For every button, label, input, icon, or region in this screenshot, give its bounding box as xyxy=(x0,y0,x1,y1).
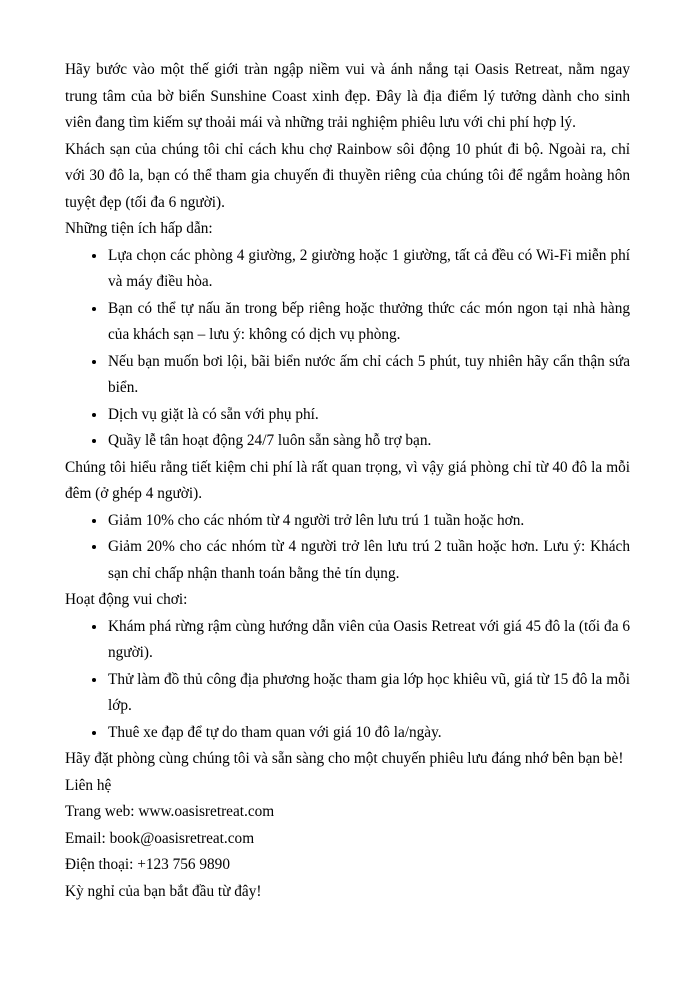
list-item: • Thuê xe đạp để tự do tham quan với giá 10 đô la/ngày. xyxy=(107,720,630,747)
paragraph: Hãy đặt phòng cùng chúng tôi và sẵn sàng cho một chuyến phiêu lưu đáng nhớ bên bạn bè! xyxy=(65,750,624,767)
paragraph: Email: book@oasisretreat.com xyxy=(65,829,255,847)
paragraph: Liên hệ xyxy=(65,776,112,794)
paragraph: Hoạt động vui chơi: xyxy=(65,591,188,608)
bullet-list xyxy=(65,614,630,747)
paragraph: Chúng tôi hiểu rằng tiết kiệm chi phí là rất quan trọng, vì vậy giá phòng chỉ từ 40 đô la mỗi đêm (ở ghép 4 người). xyxy=(65,458,630,502)
list-item: • Thử làm đồ thủ công địa phương hoặc tham gia lớp học khiêu vũ, giá từ 15 đô la mỗi lớp. xyxy=(107,667,630,720)
paragraph: Khách sạn của chúng tôi chỉ cách khu chợ Rainbow sôi động 10 phút đi bộ. Ngoài ra, chỉ với 30 đô la, bạn có thể tham gia chuyến đi thuyền riêng của chúng tôi để ngắm hoàng hôn tuyệt đẹp (tối đa 6 người). xyxy=(65,140,630,211)
list-item: • Bạn có thể tự nấu ăn trong bếp riêng hoặc thưởng thức các món ngon tại nhà hàng của khách sạn – lưu ý: không có dịch vụ phòng. xyxy=(107,296,630,349)
bullet-list xyxy=(65,508,630,588)
paragraph: Những tiện ích hấp dẫn: xyxy=(65,220,213,237)
bullet-list xyxy=(65,243,630,455)
list-item: • Quầy lễ tân hoạt động 24/7 luôn sẵn sàng hỗ trợ bạn. xyxy=(107,428,630,455)
paragraph: Kỳ nghỉ của bạn bắt đầu từ đây! xyxy=(65,882,262,900)
document-body xyxy=(65,57,630,905)
paragraph: Hãy bước vào một thế giới tràn ngập niềm vui và ánh nắng tại Oasis Retreat, nằm ngay trung tâm của bờ biển Sunshine Coast xinh đẹp. Đây là địa điểm lý tưởng dành cho sinh viên đang tìm kiếm sự thoải mái và những trải nghiệm phiêu lưu với chi phí hợp lý. xyxy=(65,61,630,131)
list-item: • Khám phá rừng rậm cùng hướng dẫn viên của Oasis Retreat với giá 45 đô la (tối đa 6 người). xyxy=(107,614,630,667)
list-item: • Nếu bạn muốn bơi lội, bãi biển nước ấm chỉ cách 5 phút, tuy nhiên hãy cẩn thận sứa biển. xyxy=(107,349,630,402)
list-item: • Giảm 10% cho các nhóm từ 4 người trở lên lưu trú 1 tuần hoặc hơn. xyxy=(107,508,630,535)
list-item: • Lựa chọn các phòng 4 giường, 2 giường hoặc 1 giường, tất cả đều có Wi-Fi miễn phí và máy điều hòa. xyxy=(107,243,630,296)
paragraph: Điện thoại: +123 756 9890 xyxy=(65,856,230,873)
list-item: • Dịch vụ giặt là có sẵn với phụ phí. xyxy=(107,402,630,429)
list-item: • Giảm 20% cho các nhóm từ 4 người trở lên lưu trú 2 tuần hoặc hơn. Lưu ý: Khách sạn chỉ chấp nhận thanh toán bằng thẻ tín dụng. xyxy=(107,534,630,587)
paragraph: Trang web: www.oasisretreat.com xyxy=(65,803,275,820)
